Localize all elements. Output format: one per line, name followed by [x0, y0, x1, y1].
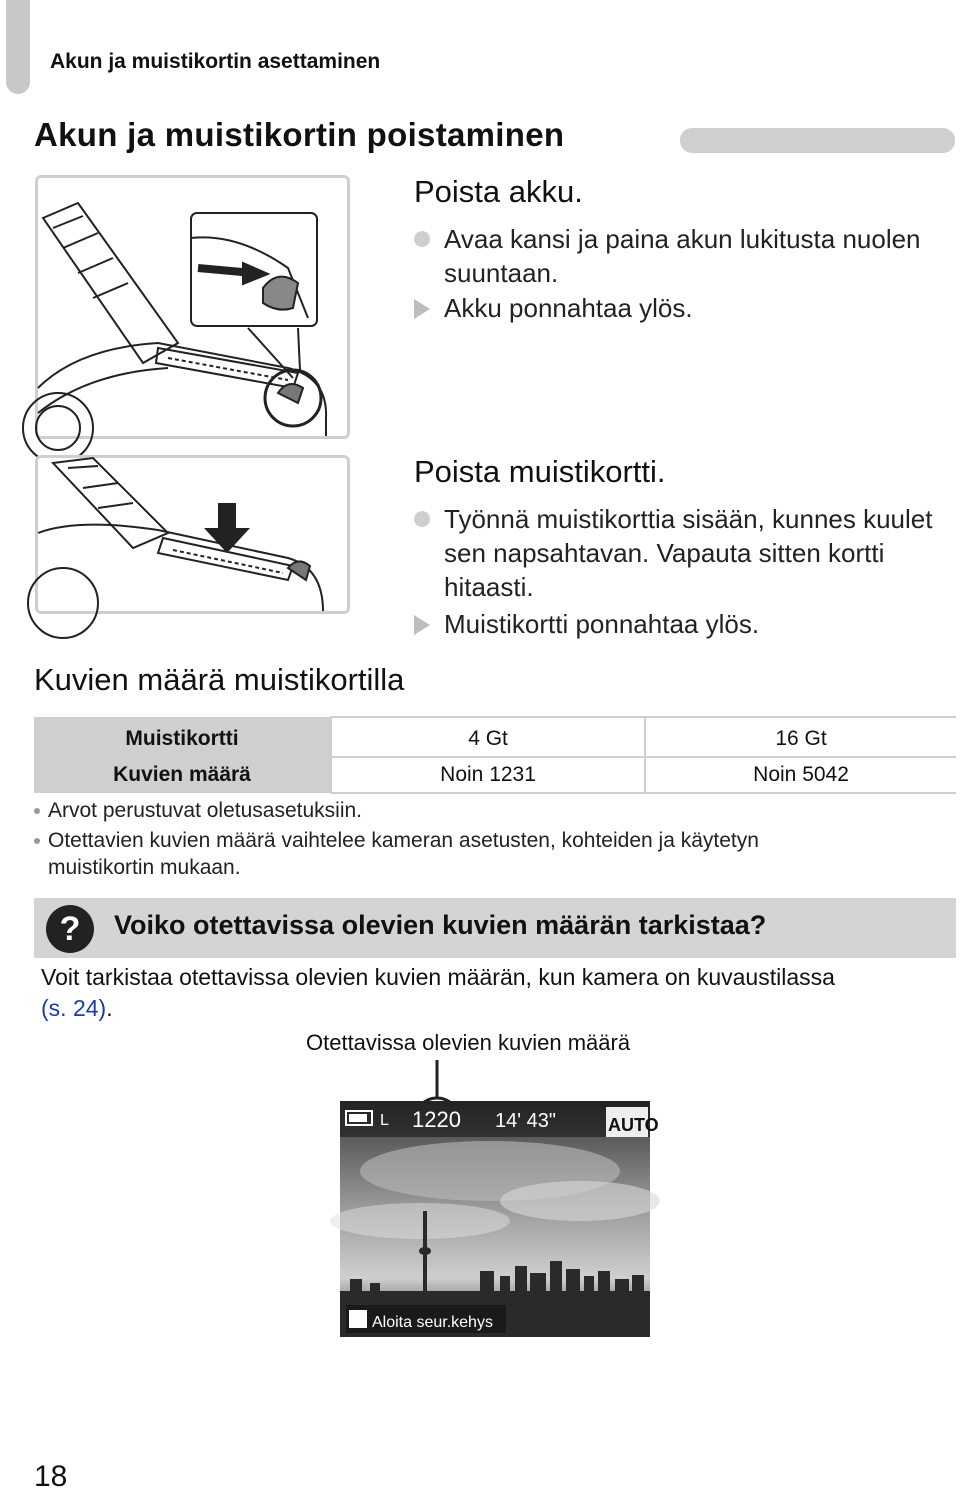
result-arrow-icon [414, 299, 430, 319]
step2-bullet-cont1: sen napsahtavan. Vapauta sitten kortti [444, 538, 885, 568]
lcd-caption: Otettavissa olevien kuvien määrä [306, 1030, 631, 1055]
title-bar-decoration [680, 128, 955, 153]
section-title: Akun ja muistikortin poistaminen [34, 116, 565, 153]
table-row [34, 757, 956, 793]
lcd-bottom-label: Aloita seur.kehys [372, 1314, 493, 1331]
result-arrow-icon [414, 615, 430, 635]
note-item: Arvot perustuvat oletusasetuksiin. [34, 799, 362, 823]
count-cell: Noin 1231 [331, 757, 645, 793]
page-number: 18 [34, 1460, 68, 1493]
capacity-heading: Kuvien määrä muistikortilla [34, 662, 405, 697]
step1-heading: Poista akku. [414, 174, 583, 209]
card-size-cell: 16 Gt [645, 717, 956, 757]
note-bullet-icon [34, 808, 40, 814]
faq-answer-line1: Voit tarkistaa otettavissa olevien kuvien määrän, kun kamera on kuvaustilassa [41, 964, 835, 990]
row-header-card: Muistikortti [34, 717, 331, 757]
camera-lcd-screen [340, 1101, 659, 1337]
count-cell: Noin 5042 [645, 757, 956, 793]
svg-text:L: L [380, 1112, 389, 1129]
battery-removal-illustration [35, 175, 350, 439]
card-size-cell: 4 Gt [331, 717, 645, 757]
lcd-time-remaining: 14' 43" [495, 1110, 556, 1132]
faq-bar [34, 898, 956, 958]
row-header-count: Kuvien määrä [34, 757, 331, 793]
bullet-icon [414, 511, 430, 527]
capacity-table [34, 716, 956, 794]
table-row [34, 717, 956, 757]
step1-result: Akku ponnahtaa ylös. [414, 293, 693, 324]
lcd-shots-remaining: 1220 [412, 1107, 461, 1132]
note-bullet-icon [34, 838, 40, 844]
note-item: Otettavien kuvien määrä vaihtelee kameran asetusten, kohteiden ja käytetyn [34, 829, 759, 853]
card-removal-illustration [35, 455, 350, 614]
faq-answer-line2: (s. 24). [41, 995, 113, 1021]
lcd-mode: AUTO [608, 1115, 659, 1135]
page-tab [6, 0, 30, 94]
step2-heading: Poista muistikortti. [414, 454, 666, 489]
bullet-icon [414, 231, 430, 247]
step2-result: Muistikortti ponnahtaa ylös. [414, 609, 759, 640]
step1-bullet-cont: suuntaan. [444, 258, 559, 288]
step2-bullet-cont2: hitaasti. [444, 572, 534, 602]
note-item-cont: muistikortin mukaan. [48, 856, 241, 879]
question-icon: ? [46, 905, 94, 953]
page-reference-link[interactable]: (s. 24) [41, 995, 107, 1021]
faq-question: Voiko otettavissa olevien kuvien määrän tarkistaa? [114, 910, 767, 940]
step1-bullet: Avaa kansi ja paina akun lukitusta nuolen [414, 224, 921, 255]
running-header: Akun ja muistikortin asettaminen [50, 50, 381, 73]
step2-bullet: Työnnä muistikorttia sisään, kunnes kuulet [414, 504, 932, 535]
